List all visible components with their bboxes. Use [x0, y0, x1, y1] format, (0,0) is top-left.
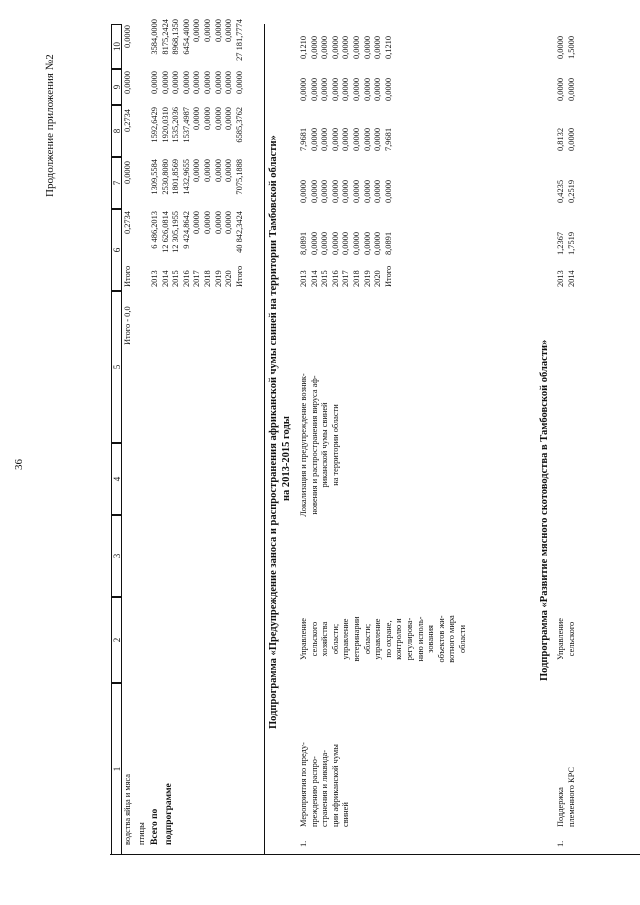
- row-top-c7: 0,0000: [123, 161, 132, 185]
- page-number: 36: [13, 459, 25, 470]
- subprogram-1-title: Подпрограмма «Предупреждение заноса и распространения африканской чумы свиней на территории Тамбовской области»: [268, 135, 279, 729]
- row-2-c8: 0,8132 0,0000: [556, 127, 576, 151]
- subprogram-1-years: на 2013-2015 годы: [281, 415, 292, 501]
- row-top-c6: 0,2734: [123, 211, 132, 235]
- row-top-c5: Итого - 0,0: [123, 306, 132, 345]
- row-top-c1: водства яйца и мяса: [123, 773, 132, 845]
- row-top-c1-line2: птицы: [137, 822, 146, 845]
- row-top-c8: 0,2734: [123, 109, 132, 133]
- header-col-4: 4: [111, 443, 122, 515]
- table-left-border: [110, 854, 640, 855]
- total-c9: 0,0000 0,0000 0,0000 0,0000 0,0000 0,0000 0,0000 0,0000 0,0000: [150, 71, 244, 95]
- row-2-c6: 1,2367 1,7519: [556, 231, 576, 255]
- total-c6: 6 486,2013 12 626,0814 12 305,1955 9 424,8642 0,0000 0,0000 0,0000 0,0000 40 842,3424: [150, 211, 244, 253]
- header-col-8: 8: [111, 105, 122, 157]
- total-label-1: Всего по: [150, 808, 160, 845]
- total-label-2: подпрограмме: [164, 783, 174, 845]
- row-1-c1: Мероприятия по преду- преждению распро- странения и ликвида- ции африканской чумы свиней: [299, 742, 351, 827]
- row-1-c6: 8,0891 0,0000 0,0000 0,0000 0,0000 0,0000 0,0000 0,0000 8,0891: [299, 231, 393, 255]
- total-years: 2013 2014 2015 2016 2017 2018 2019 2020 Итого: [150, 265, 244, 287]
- row-2-c2: Управление сельского: [556, 618, 576, 661]
- header-col-2: 2: [111, 597, 122, 683]
- appendix-title: Продолжение приложения №2: [44, 54, 56, 197]
- divider-subprogram-1: [264, 24, 265, 855]
- row-1-c5: Локализация и предупреждение возник- новения и распространения вируса аф- риканской чумы свиней на территории области: [299, 373, 340, 517]
- total-c10: 3584,0000 8175,2424 8968,1350 6454,4000 0,0000 0,0000 0,0000 0,0000 27 181,7774: [150, 19, 244, 61]
- header-col-1: 1: [111, 683, 122, 855]
- total-c8: 1592,6429 1920,0310 1535,2036 1537,4987 0,0000 0,0000 0,0000 0,0000 6585,3762: [150, 107, 244, 143]
- subprogram-2-title: Подпрограмма «Развитие мясного скотоводства в Тамбовской области»: [539, 339, 550, 681]
- header-col-6: 6: [111, 209, 122, 291]
- header-col-3: 3: [111, 515, 122, 597]
- row-2-number: 1.: [556, 840, 565, 847]
- row-1-c10: 0,1210 0,0000 0,0000 0,0000 0,0000 0,0000 0,0000 0,0000 0,1210: [299, 35, 393, 59]
- header-col-7: 7: [111, 157, 122, 209]
- row-1-c7: 0,0000 0,0000 0,0000 0,0000 0,0000 0,0000 0,0000 0,0000 0,0000: [299, 179, 393, 203]
- row-top-c6-label: Итого: [123, 265, 132, 287]
- row-1-c8: 7,9681 0,0000 0,0000 0,0000 0,0000 0,0000 0,0000 0,0000 7,9681: [299, 127, 393, 151]
- header-col-9: 9: [111, 69, 122, 105]
- row-2-c10: 0,0000 1,5000: [556, 35, 576, 59]
- row-1-number: 1.: [299, 840, 308, 847]
- row-2-c9: 0,0000 0,0000: [556, 77, 576, 101]
- header-col-5: 5: [111, 291, 122, 443]
- row-1-c2: Управление сельского хозяйства области; управление ветеринарии области; управление по охране, контролю и регулирова- нию исполь- зования объектов жи- вотного мира области: [299, 615, 467, 663]
- row-2-c1: Поддержка племенного КРС: [556, 767, 576, 827]
- row-1-c9: 0,0000 0,0000 0,0000 0,0000 0,0000 0,0000 0,0000 0,0000 0,0000: [299, 77, 393, 101]
- row-1-years: 2013 2014 2015 2016 2017 2018 2019 2020 Итого: [299, 265, 393, 287]
- header-col-10: 10: [111, 24, 122, 69]
- row-2-years: 2013 2014: [556, 270, 576, 287]
- total-c7: 1309,5584 2530,8080 1801,8569 1432,9655 0,0000 0,0000 0,0000 0,0000 7075,1888: [150, 159, 244, 195]
- row-2-c7: 0,4235 0,2519: [556, 179, 576, 203]
- row-top-c9: 0,0000: [123, 71, 132, 95]
- row-top-c10: 0,0000: [123, 25, 132, 49]
